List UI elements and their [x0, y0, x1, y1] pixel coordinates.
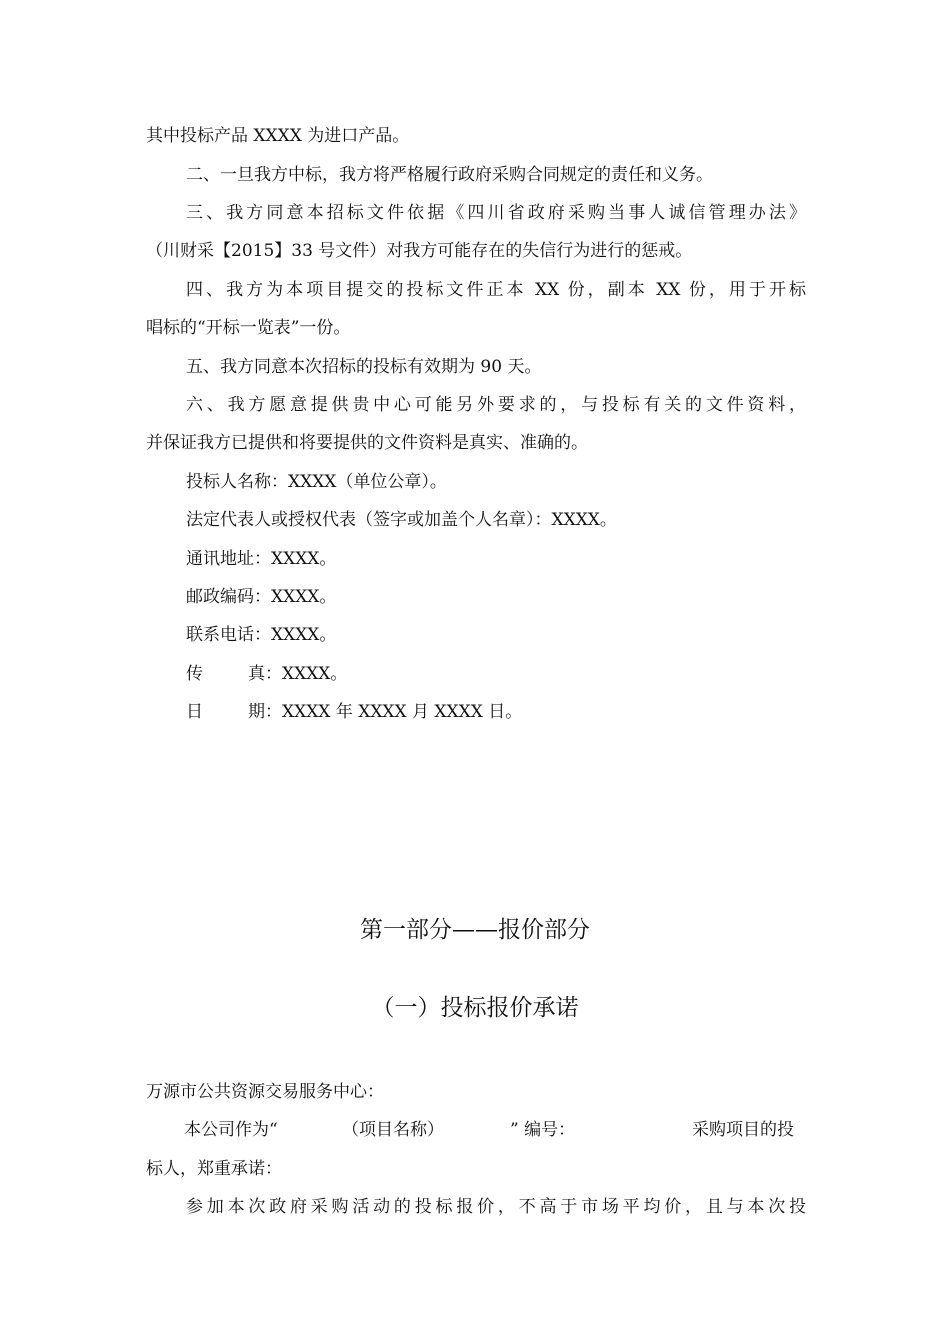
paragraph-3-line-1: 三、我方同意本招标文件依据《四川省政府采购当事人诚信管理办法》	[186, 203, 806, 223]
commitment-prefix: 本公司作为“	[184, 1120, 278, 1140]
phone-line: 联系电话：XXXX。	[186, 625, 337, 645]
paragraph-3-line-2: （川财采【2015】33 号文件）对我方可能存在的失信行为进行的惩戒。	[146, 241, 693, 261]
project-name-placeholder: （项目名称）	[342, 1120, 444, 1140]
part-title: 第一部分——报价部分	[360, 917, 590, 943]
date-label-rest: 期：XXXX 年 XXXX 月 XXXX 日。	[248, 702, 523, 722]
fax-label-rest: 真：XXXX。	[248, 664, 348, 684]
paragraph-6-line-2: 并保证我方已提供和将要提供的文件资料是真实、准确的。	[146, 433, 588, 453]
address-line: 通讯地址：XXXX。	[186, 549, 337, 569]
paragraph-2: 二、一旦我方中标，我方将严格履行政府采购合同规定的责任和义务。	[186, 165, 713, 185]
number-label: ” 编号：	[510, 1120, 576, 1140]
commitment-line-2: 标人，郑重承诺：	[146, 1159, 282, 1179]
bidder-name-line: 投标人名称：XXXX（单位公章）。	[186, 472, 447, 492]
fax-label-char-1: 传	[186, 664, 203, 684]
commitment-suffix: 采购项目的投	[692, 1120, 794, 1140]
postcode-line: 邮政编码：XXXX。	[186, 587, 337, 607]
paragraph-4-line-2: 唱标的“开标一览表”一份。	[146, 318, 351, 338]
date-label-char-1: 日	[186, 702, 203, 722]
sub-title: （一）投标报价承诺	[371, 995, 579, 1021]
paragraph-5: 五、我方同意本次招标的投标有效期为 90 天。	[186, 357, 542, 377]
paragraph-import-product: 其中投标产品 XXXX 为进口产品。	[146, 126, 410, 146]
addressee-line: 万源市公共资源交易服务中心：	[146, 1082, 384, 1102]
fax-line	[186, 662, 806, 686]
date-line	[186, 700, 806, 724]
paragraph-6-line-1: 六、我方愿意提供贵中心可能另外要求的，与投标有关的文件资料，	[186, 395, 806, 415]
legal-representative-line: 法定代表人或授权代表（签字或加盖个人名章）：XXXX。	[186, 510, 617, 530]
commitment-paragraph-2: 参加本次政府采购活动的投标报价，不高于市场平均价，且与本次投	[186, 1197, 806, 1217]
paragraph-4-line-1: 四、我方为本项目提交的投标文件正本 XX 份，副本 XX 份，用于开标	[186, 280, 806, 300]
